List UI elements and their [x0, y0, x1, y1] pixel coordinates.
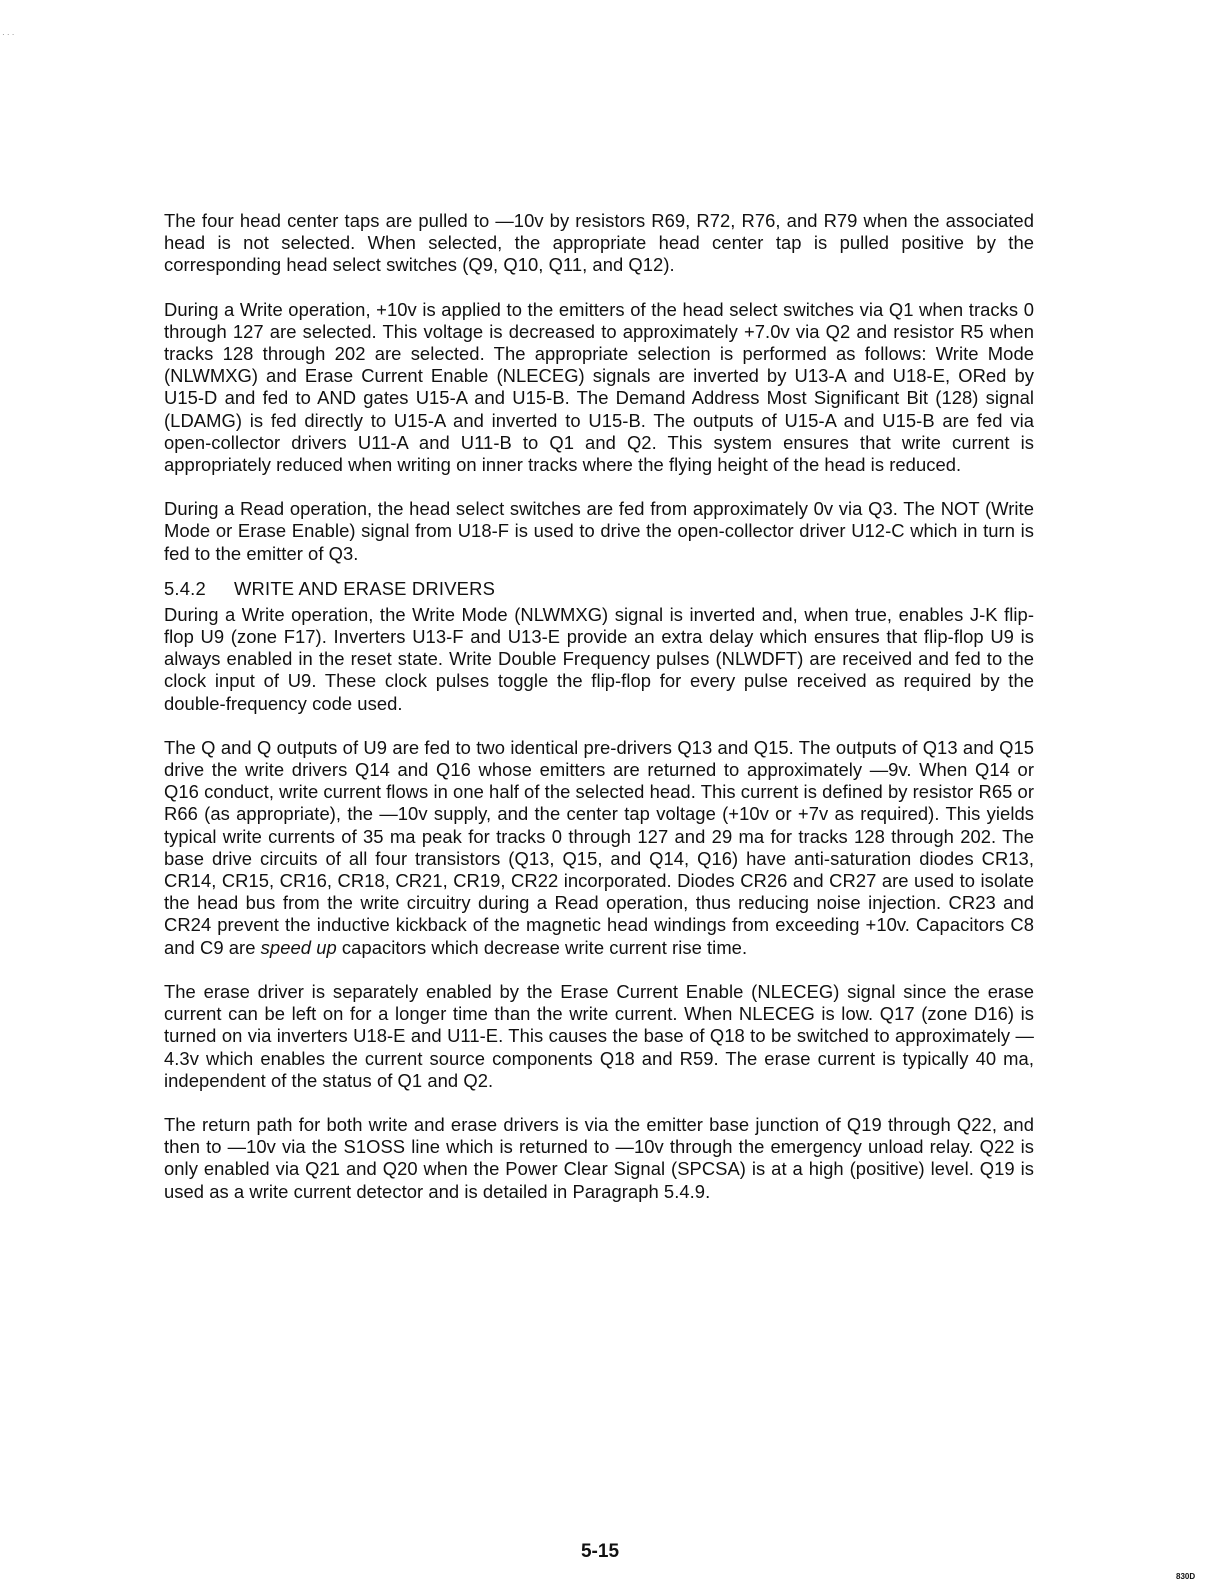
section-number: 5.4.2: [164, 577, 206, 599]
section-heading: [164, 578, 1034, 600]
paragraph-write-operation-voltage: During a Write operation, +10v is applied to the emitters of the head select switches via Q1 when tracks 0 through 127 are selected. This voltage is decreased to approximately +7.0v via Q2 and resistor R5 when tracks 128 through 202 are selected. The appropriate selection is performed as follows: Write Mode (NLWMXG) and Erase Current Enable (NLECEG) signals are inverted by U13-A and U18-E, ORed by U15-D and fed to AND gates U15-A and U15-B. The Demand Address Most Significant Bit (128) signal (LDAMG) is fed directly to U15-A and inverted to U15-B. The outputs of U15-A and U15-B are fed via open-collector drivers U11-A and U11-B to Q1 and Q2. This system ensures that write current is appropriately reduced when writing on inner tracks where the flying height of the head is reduced.: [164, 298, 1034, 476]
section-title: WRITE AND ERASE DRIVERS: [234, 577, 496, 599]
paragraph-erase-driver: The erase driver is separately enabled by the Erase Current Enable (NLECEG) signal since the erase current can be left on for a longer time than the write current. When NLECEG is low. Q17 (zone D16) is turned on via inverters U18-E and U11-E. This causes the base of Q18 to be switched to approximately —4.3v which enables the current source components Q18 and R59. The erase current is typically 40 ma, independent of the status of Q1 and Q2.: [164, 980, 1034, 1091]
paragraph-return-path: The return path for both write and erase drivers is via the emitter base junction of Q19 through Q22, and then to —10v via the S1OSS line which is returned to —10v through the emergency unload relay. Q22 is only enabled via Q21 and Q20 when the Power Clear Signal (SPCSA) is at a high (positive) level. Q19 is used as a write current detector and is detailed in Paragraph 5.4.9.: [164, 1113, 1034, 1202]
document-body: [164, 210, 1034, 1203]
page-number: 5-15: [580, 1541, 620, 1562]
footer-code: 830D: [1176, 1572, 1196, 1581]
paragraph-pre-drivers-emphasis: speed up: [260, 936, 337, 958]
paragraph-pre-drivers: [164, 737, 1034, 959]
paragraph-write-mode-flip-flop: During a Write operation, the Write Mode (NLWMXG) signal is inverted and, when true, enables J-K flip-flop U9 (zone F17). Inverters U13-F and U13-E provide an extra delay which ensures that flip-flop U9 is always enabled in the reset state. Write Double Frequency pulses (NLWDFT) are received and fed to the clock input of U9. These clock pulses toggle the flip-flop for every pulse received as required by the double-frequency code used.: [164, 603, 1034, 714]
paragraph-read-operation: During a Read operation, the head select switches are fed from approximately 0v via Q3. The NOT (Write Mode or Erase Enable) signal from U18-F is used to drive the open-collector driver U12-C which in turn is fed to the emitter of Q3.: [164, 498, 1034, 564]
corner-marks: · · ·: [2, 30, 15, 39]
paragraph-pre-drivers-end: capacitors which decrease write current rise time.: [341, 936, 748, 958]
paragraph-pre-drivers-main: The Q and Q outputs of U9 are fed to two identical pre-drivers Q13 and Q15. The outputs of Q13 and Q15 drive the write drivers Q14 and Q16 whose emitters are returned to approximately —9v. When Q14 or Q16 conduct, write current flows in one half of the selected head. This current is defined by resistor R65 or R66 (as appropriate), the —10v supply, and the center tap voltage (+10v or +7v as required). This yields typical write currents of 35 ma peak for tracks 0 through 127 and 29 ma for tracks 128 through 202. The base drive circuits of all four transistors (Q13, Q15, and Q14, Q16) have anti-saturation diodes CR13, CR14, CR15, CR16, CR18, CR21, CR19, CR22 incorporated. Diodes CR26 and CR27 are used to isolate the head bus from the write circuitry during a Read operation, thus reducing noise injection. CR23 and CR24 prevent the inductive kickback of the magnetic head windings from exceeding +10v. Capacitors C8 and C9 are: [164, 736, 1034, 958]
paragraph-head-center-taps: The four head center taps are pulled to —10v by resistors R69, R72, R76, and R79 when the associated head is not selected. When selected, the appropriate head center tap is pulled positive by the corresponding head select switches (Q9, Q10, Q11, and Q12).: [164, 210, 1034, 276]
